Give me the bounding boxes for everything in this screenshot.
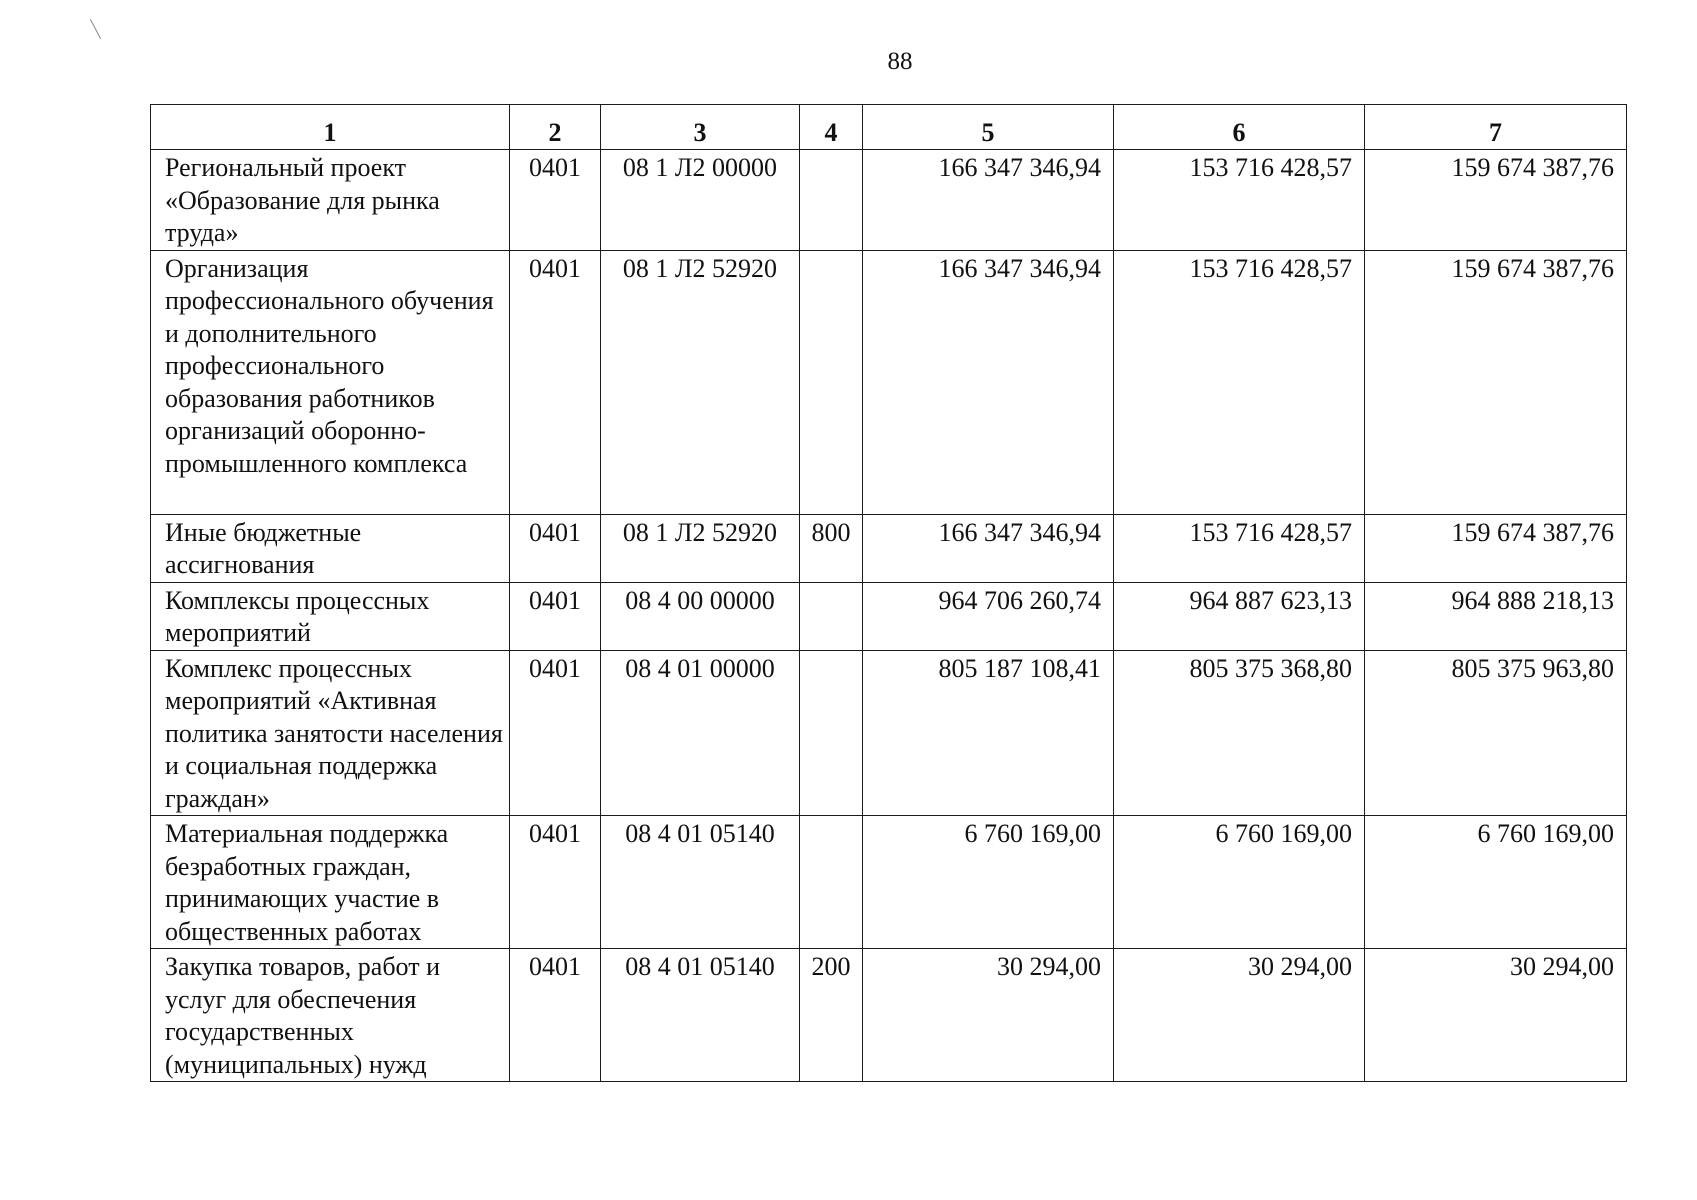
row-col5: 6 760 169,00 — [863, 816, 1114, 949]
header-col-5: 5 — [863, 105, 1114, 150]
row-col2: 0401 — [510, 650, 601, 816]
row-col2: 0401 — [510, 250, 601, 514]
row-col6: 30 294,00 — [1114, 949, 1365, 1082]
row-col7: 964 888 218,13 — [1365, 582, 1627, 650]
table-row — [151, 514, 1627, 582]
row-name: Организация профессионального обучения и дополнительного профессионального образования работников организаций оборонно-промышленного комплекса — [151, 250, 510, 514]
row-col2: 0401 — [510, 949, 601, 1082]
table-row — [151, 650, 1627, 816]
header-col-4: 4 — [800, 105, 863, 150]
row-col6: 964 887 623,13 — [1114, 582, 1365, 650]
row-col4: 200 — [800, 949, 863, 1082]
row-col4 — [800, 150, 863, 251]
row-col4: 800 — [800, 514, 863, 582]
row-col4 — [800, 582, 863, 650]
row-col7: 6 760 169,00 — [1365, 816, 1627, 949]
table-row — [151, 816, 1627, 949]
table-row — [151, 150, 1627, 251]
table-row — [151, 949, 1627, 1082]
row-col2: 0401 — [510, 150, 601, 251]
row-col3: 08 1 Л2 00000 — [601, 150, 800, 251]
row-col6: 153 716 428,57 — [1114, 514, 1365, 582]
row-col5: 166 347 346,94 — [863, 250, 1114, 514]
row-col7: 159 674 387,76 — [1365, 150, 1627, 251]
row-col5: 30 294,00 — [863, 949, 1114, 1082]
table-row — [151, 582, 1627, 650]
row-col3: 08 1 Л2 52920 — [601, 514, 800, 582]
row-col3: 08 4 01 05140 — [601, 816, 800, 949]
row-col7: 159 674 387,76 — [1365, 250, 1627, 514]
row-name: Иные бюджетные ассигнования — [151, 514, 510, 582]
row-col2: 0401 — [510, 514, 601, 582]
row-col3: 08 4 01 00000 — [601, 650, 800, 816]
row-col6: 153 716 428,57 — [1114, 150, 1365, 251]
row-col6: 153 716 428,57 — [1114, 250, 1365, 514]
row-col7: 805 375 963,80 — [1365, 650, 1627, 816]
row-col5: 166 347 346,94 — [863, 150, 1114, 251]
header-col-1: 1 — [151, 105, 510, 150]
row-col4 — [800, 250, 863, 514]
row-col3: 08 1 Л2 52920 — [601, 250, 800, 514]
row-col2: 0401 — [510, 816, 601, 949]
row-col5: 805 187 108,41 — [863, 650, 1114, 816]
row-col3: 08 4 01 05140 — [601, 949, 800, 1082]
row-name: Материальная поддержка безработных граждан, принимающих участие в общественных работах — [151, 816, 510, 949]
row-col5: 964 706 260,74 — [863, 582, 1114, 650]
row-col7: 30 294,00 — [1365, 949, 1627, 1082]
scan-mark — [90, 19, 101, 39]
row-col7: 159 674 387,76 — [1365, 514, 1627, 582]
page-number: 88 — [887, 48, 913, 75]
row-col4 — [800, 816, 863, 949]
row-col2: 0401 — [510, 582, 601, 650]
header-col-7: 7 — [1365, 105, 1627, 150]
header-row — [151, 105, 1627, 150]
header-col-6: 6 — [1114, 105, 1365, 150]
header-col-3: 3 — [601, 105, 800, 150]
row-col5: 166 347 346,94 — [863, 514, 1114, 582]
budget-table — [150, 104, 1627, 1082]
row-col6: 805 375 368,80 — [1114, 650, 1365, 816]
row-col3: 08 4 00 00000 — [601, 582, 800, 650]
row-col4 — [800, 650, 863, 816]
header-col-2: 2 — [510, 105, 601, 150]
row-col6: 6 760 169,00 — [1114, 816, 1365, 949]
table-row — [151, 250, 1627, 514]
row-name: Комплексы процессных мероприятий — [151, 582, 510, 650]
row-name: Закупка товаров, работ и услуг для обеспечения государственных (муниципальных) нужд — [151, 949, 510, 1082]
row-name: Комплекс процессных мероприятий «Активная политика занятости населения и социальная поддержка граждан» — [151, 650, 510, 816]
row-name: Региональный проект «Образование для рынка труда» — [151, 150, 510, 251]
